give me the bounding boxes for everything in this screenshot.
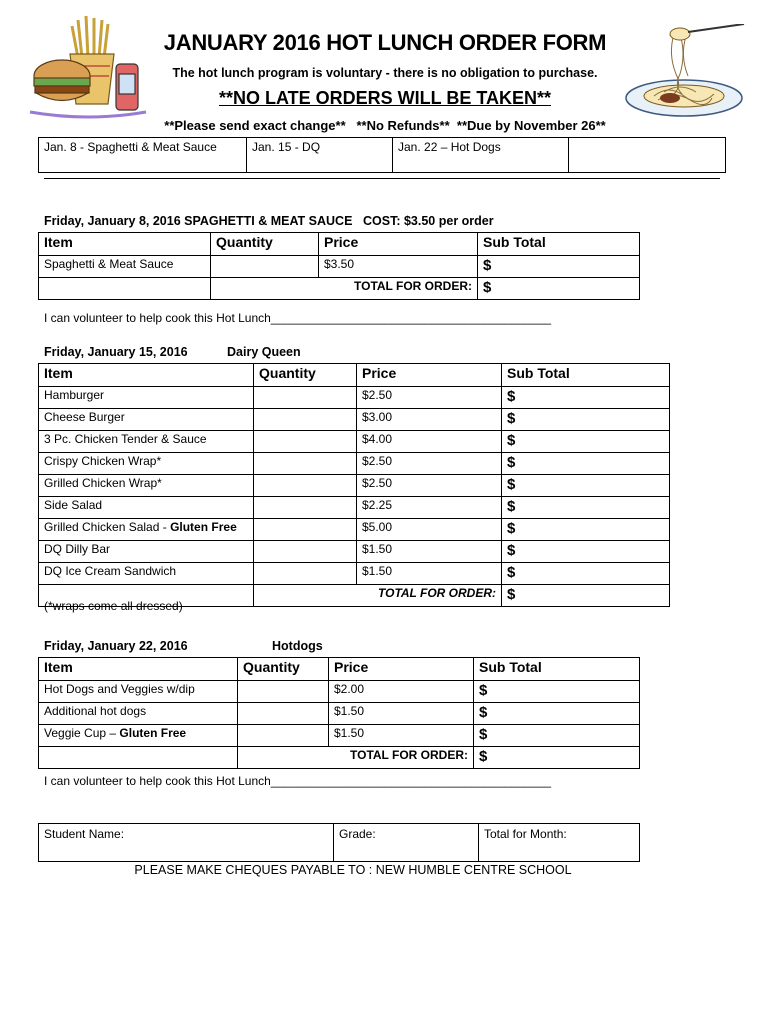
- quantity-input[interactable]: [254, 453, 357, 475]
- gluten-free-label: Gluten Free: [119, 726, 187, 740]
- subtotal-cell[interactable]: $: [474, 725, 640, 747]
- cheques-payable-note: PLEASE MAKE CHEQUES PAYABLE TO : NEW HUMBLE CENTRE SCHOOL: [134, 863, 572, 877]
- subtotal-cell[interactable]: $: [502, 541, 670, 563]
- price-cell: $3.00: [357, 409, 502, 431]
- price-cell: $3.50: [319, 256, 478, 278]
- subtotal-cell[interactable]: $: [502, 519, 670, 541]
- item-cell: Grilled Chicken Wrap*: [39, 475, 254, 497]
- price-cell: $2.50: [357, 475, 502, 497]
- column-header-quantity: Quantity: [211, 233, 319, 256]
- item-cell: DQ Ice Cream Sandwich: [39, 563, 254, 585]
- table-row: [39, 431, 670, 453]
- section1-heading: Friday, January 8, 2016 SPAGHETTI & MEAT SAUCE: [44, 214, 353, 228]
- item-cell: Spaghetti & Meat Sauce: [39, 256, 211, 278]
- section1-cost: COST: $3.50 per order: [363, 214, 494, 228]
- item-cell: 3 Pc. Chicken Tender & Sauce: [39, 431, 254, 453]
- item-text: Veggie Cup –: [44, 726, 120, 740]
- table-row: [39, 409, 670, 431]
- column-header-subtotal: Sub Total: [502, 364, 670, 387]
- divider-line: [44, 178, 720, 179]
- empty-cell: [39, 278, 211, 300]
- subtotal-cell[interactable]: $: [474, 703, 640, 725]
- item-text: Grilled Chicken Salad -: [44, 520, 171, 534]
- table-row: [39, 725, 640, 747]
- column-header-item: Item: [39, 658, 238, 681]
- column-header-subtotal: Sub Total: [478, 233, 640, 256]
- total-value[interactable]: $: [478, 278, 640, 300]
- empty-cell: [39, 747, 238, 769]
- late-notice: **NO LATE ORDERS WILL BE TAKEN**: [218, 88, 551, 108]
- subtotal-cell[interactable]: $: [502, 453, 670, 475]
- total-label: TOTAL FOR ORDER:: [211, 278, 478, 300]
- price-cell: $1.50: [329, 703, 474, 725]
- price-cell: $5.00: [357, 519, 502, 541]
- date-cell: [569, 138, 726, 173]
- total-label: TOTAL FOR ORDER:: [238, 747, 474, 769]
- section3-table: [38, 657, 640, 769]
- column-header-quantity: Quantity: [254, 364, 357, 387]
- subtotal-cell[interactable]: $: [478, 256, 640, 278]
- total-row: [39, 747, 640, 769]
- price-cell: $4.00: [357, 431, 502, 453]
- date-cell: Jan. 15 - DQ: [247, 138, 393, 173]
- table-row: [39, 563, 670, 585]
- table-row: [39, 387, 670, 409]
- column-header-price: Price: [357, 364, 502, 387]
- price-cell: $1.50: [357, 563, 502, 585]
- subtotal-cell[interactable]: $: [502, 497, 670, 519]
- table-row: [39, 519, 670, 541]
- table-row: [39, 681, 640, 703]
- item-cell: Cheese Burger: [39, 409, 254, 431]
- subtotal-cell[interactable]: $: [502, 409, 670, 431]
- price-cell: $1.50: [357, 541, 502, 563]
- column-header-price: Price: [319, 233, 478, 256]
- column-header-item: Item: [39, 233, 211, 256]
- subtotal-cell[interactable]: $: [502, 431, 670, 453]
- subtotal-cell[interactable]: $: [502, 387, 670, 409]
- item-cell: Crispy Chicken Wrap*: [39, 453, 254, 475]
- section2-vendor: Dairy Queen: [227, 345, 301, 359]
- quantity-input[interactable]: [254, 431, 357, 453]
- section3-heading: Friday, January 22, 2016: [44, 639, 188, 653]
- quantity-input[interactable]: [238, 703, 329, 725]
- column-header-item: Item: [39, 364, 254, 387]
- subtotal-cell[interactable]: $: [502, 563, 670, 585]
- section1-table: [38, 232, 640, 300]
- student-name-field[interactable]: Student Name:: [39, 824, 334, 862]
- price-cell: $2.50: [357, 453, 502, 475]
- grade-field[interactable]: Grade:: [334, 824, 479, 862]
- price-cell: $2.50: [357, 387, 502, 409]
- table-row: [39, 475, 670, 497]
- total-row: [39, 278, 640, 300]
- price-cell: $2.00: [329, 681, 474, 703]
- quantity-input[interactable]: [238, 725, 329, 747]
- item-cell: Hot Dogs and Veggies w/dip: [39, 681, 238, 703]
- date-cell: Jan. 8 - Spaghetti & Meat Sauce: [39, 138, 247, 173]
- quantity-input[interactable]: [254, 563, 357, 585]
- quantity-input[interactable]: [211, 256, 319, 278]
- volunteer-line[interactable]: I can volunteer to help cook this Hot Lunch__________________________________________: [44, 774, 552, 788]
- section2-heading: Friday, January 15, 2016: [44, 345, 188, 359]
- subtotal-cell[interactable]: $: [502, 475, 670, 497]
- item-cell: [39, 725, 238, 747]
- gluten-free-label: Gluten Free: [170, 520, 237, 534]
- quantity-input[interactable]: [254, 497, 357, 519]
- dates-table: [38, 137, 726, 173]
- quantity-input[interactable]: [238, 681, 329, 703]
- wraps-footnote: (*wraps come all dressed): [44, 599, 183, 613]
- item-cell: Additional hot dogs: [39, 703, 238, 725]
- total-value[interactable]: $: [474, 747, 640, 769]
- table-row: [39, 453, 670, 475]
- total-label: TOTAL FOR ORDER:: [254, 585, 502, 607]
- page-subtitle: The hot lunch program is voluntary - there is no obligation to purchase.: [172, 66, 598, 80]
- date-cell: Jan. 22 – Hot Dogs: [393, 138, 569, 173]
- quantity-input[interactable]: [254, 409, 357, 431]
- student-info-table: [38, 823, 640, 862]
- quantity-input[interactable]: [254, 519, 357, 541]
- column-header-quantity: Quantity: [238, 658, 329, 681]
- item-cell: Side Salad: [39, 497, 254, 519]
- quantity-input[interactable]: [254, 387, 357, 409]
- section2-table: [38, 363, 670, 607]
- table-row: [39, 703, 640, 725]
- table-row: [39, 497, 670, 519]
- price-cell: $2.25: [357, 497, 502, 519]
- column-header-price: Price: [329, 658, 474, 681]
- table-row: [39, 541, 670, 563]
- item-cell: Hamburger: [39, 387, 254, 409]
- price-cell: $1.50: [329, 725, 474, 747]
- subtotal-cell[interactable]: $: [474, 681, 640, 703]
- item-cell: DQ Dilly Bar: [39, 541, 254, 563]
- item-cell: [39, 519, 254, 541]
- payment-notes: **Please send exact change** **No Refunds** **Due by November 26**: [164, 118, 606, 133]
- column-header-subtotal: Sub Total: [474, 658, 640, 681]
- table-row: [39, 256, 640, 278]
- quantity-input[interactable]: [254, 541, 357, 563]
- page-title: JANUARY 2016 HOT LUNCH ORDER FORM: [163, 30, 607, 55]
- total-value[interactable]: $: [502, 585, 670, 607]
- volunteer-line[interactable]: I can volunteer to help cook this Hot Lunch__________________________________________: [44, 311, 552, 325]
- total-month-field[interactable]: Total for Month:: [479, 824, 640, 862]
- quantity-input[interactable]: [254, 475, 357, 497]
- section3-vendor: Hotdogs: [272, 639, 323, 653]
